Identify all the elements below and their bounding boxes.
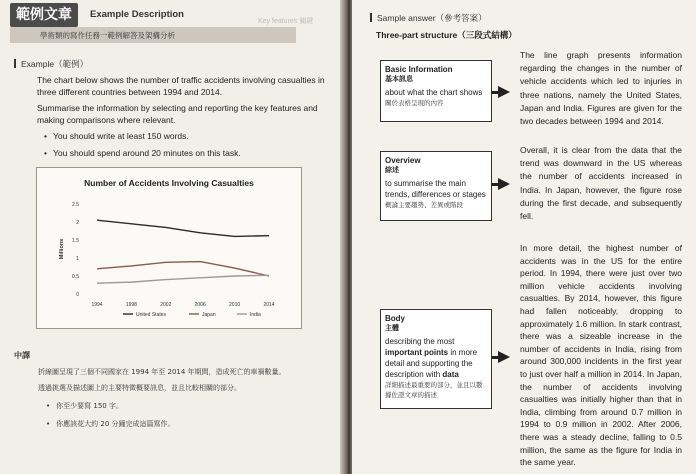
heading-marker xyxy=(370,13,372,22)
translation-line-2: 透過挑選及描述圖上的主要特徵概要訊息，並且比較相關的部分。 xyxy=(38,384,241,392)
box-title: Basic Information xyxy=(385,65,453,74)
sample-answer-heading xyxy=(370,12,487,24)
x-tick-label: 2010 xyxy=(229,302,241,308)
answer-paragraph-3: In more detail, the highest number of accidents was in the US for the entire period. In 1994, there were just over two million vehicle accidents involving casualties. By 2014, however, this figure had fallen noticeably, dropping to approximately 1.6 million. In stark contrast, there was a sizeable increase in the number of accidents in India, rising from around 300,000 incidents in the first year to just over half a million in 2014. In Japan, the number of accidents involving casualties was initially higher than that in India, climbing from around 0.7 million in 1994 to 0.9 million in 2002. After 2006, there was a steady decline, falling to 0.5 million, the same as the figure for India in the same year. xyxy=(520,243,682,468)
chart-title: Number of Accidents Involving Casualties xyxy=(84,178,254,188)
series-line-japan xyxy=(97,262,269,276)
x-tick-label: 1994 xyxy=(91,302,103,308)
series-line-india xyxy=(97,275,269,283)
overview-box xyxy=(380,151,492,221)
right-page xyxy=(352,0,696,474)
box-description: about what the chart shows xyxy=(385,88,483,97)
heading-marker xyxy=(14,59,16,68)
arrow-right-icon xyxy=(498,178,510,190)
translation-bullet-1: • 你至少要寫 150 字。 xyxy=(46,401,123,411)
example-heading xyxy=(14,58,88,70)
body-box xyxy=(380,309,492,409)
translation-line-1: 折線圖呈現了三個不同國家在 1994 年至 2014 年期間，造成死亡的車禍數量。 xyxy=(38,368,286,376)
box-description-zh: 關於表格呈現的內容 xyxy=(385,99,444,107)
y-tick-label: 0 xyxy=(76,292,79,298)
chart-svg xyxy=(37,168,301,328)
chapter-tag: 範例文章 xyxy=(10,3,78,27)
answer-paragraph-1: The line graph presents information regarding the changes in the number of vehicle accidents which led to injuries in three nations, namely the United States, Japan and India. Figures are given for the two decades between 1994 and 2014. xyxy=(520,50,682,127)
translation-bullet-2: • 你應該花大約 20 分鐘完成這篇寫作。 xyxy=(46,419,175,429)
x-tick-label: 2002 xyxy=(160,302,172,308)
y-tick-label: 2.5 xyxy=(72,202,79,208)
box-title-zh: 主體 xyxy=(385,324,399,332)
line-chart xyxy=(36,167,302,329)
x-tick-label: 2006 xyxy=(194,302,206,308)
legend-label: India xyxy=(250,312,261,318)
translation-heading: 中譯 xyxy=(14,351,30,360)
box-description-zh: 概論主要趨勢、差異或階段 xyxy=(385,201,463,209)
task-paragraph-1: The chart below shows the number of traffic accidents involving casualties in three different countries between 1994 and 2014. xyxy=(37,75,325,97)
y-tick-label: 0.5 xyxy=(72,274,79,280)
sample-answer-heading-text: Sample answer（參考答案） xyxy=(377,13,487,23)
basic-information-box xyxy=(380,60,492,122)
y-tick-label: 1.5 xyxy=(72,238,79,244)
desc-emphasis: important points xyxy=(385,348,449,357)
arrow-right-icon xyxy=(498,351,510,363)
arrow-right-icon xyxy=(498,86,510,98)
box-title: Body xyxy=(385,314,405,323)
bleed-through-text: Key features 關鍵 xyxy=(258,18,314,25)
task-paragraph-2: Summarise the information by selecting and reporting the key features and making comparisons where relevant. xyxy=(37,103,318,125)
legend-label: United States xyxy=(136,312,167,318)
box-title-zh: 綜述 xyxy=(385,166,399,174)
box-title-zh: 基本訊息 xyxy=(385,75,413,83)
y-tick-label: 2 xyxy=(76,220,79,226)
legend-label: Japan xyxy=(202,312,216,318)
desc-part: describing the most xyxy=(385,337,455,346)
example-heading-text: Example（範例） xyxy=(21,59,89,69)
series-line-united-states xyxy=(97,220,269,236)
x-tick-label: 2014 xyxy=(263,302,275,308)
desc-emphasis: data xyxy=(442,370,459,379)
box-description xyxy=(385,336,487,380)
x-tick-label: 1998 xyxy=(125,302,137,308)
task-bullet-words: • You should write at least 150 words. xyxy=(44,131,189,141)
answer-paragraph-2: Overall, it is clear from the data that the trend was downward in the US whereas the number of accidents increased in India. In Japan, however, the figure rose during the first decade, and subsequently fell. xyxy=(520,145,682,222)
box-title: Overview xyxy=(385,156,421,165)
desc-part: in more detail and supporting the description with xyxy=(385,348,478,379)
box-description-zh: 詳細描述最重要的部分，並且以數據佐證文章的描述 xyxy=(385,381,483,399)
section-title: Example Description xyxy=(90,9,184,20)
y-tick-label: 1 xyxy=(76,256,79,262)
section-subtitle-zh: 學術類的寫作任務一範例解答及架構分析 xyxy=(40,31,175,40)
task-bullet-time: • You should spend around 20 minutes on this task. xyxy=(44,148,241,158)
y-axis-label: Millions xyxy=(59,238,65,260)
box-description: to summarise the main trends, differences or stages xyxy=(385,179,486,199)
left-page xyxy=(0,0,344,474)
structure-subtitle: Three-part structure（三段式結構） xyxy=(376,30,517,40)
